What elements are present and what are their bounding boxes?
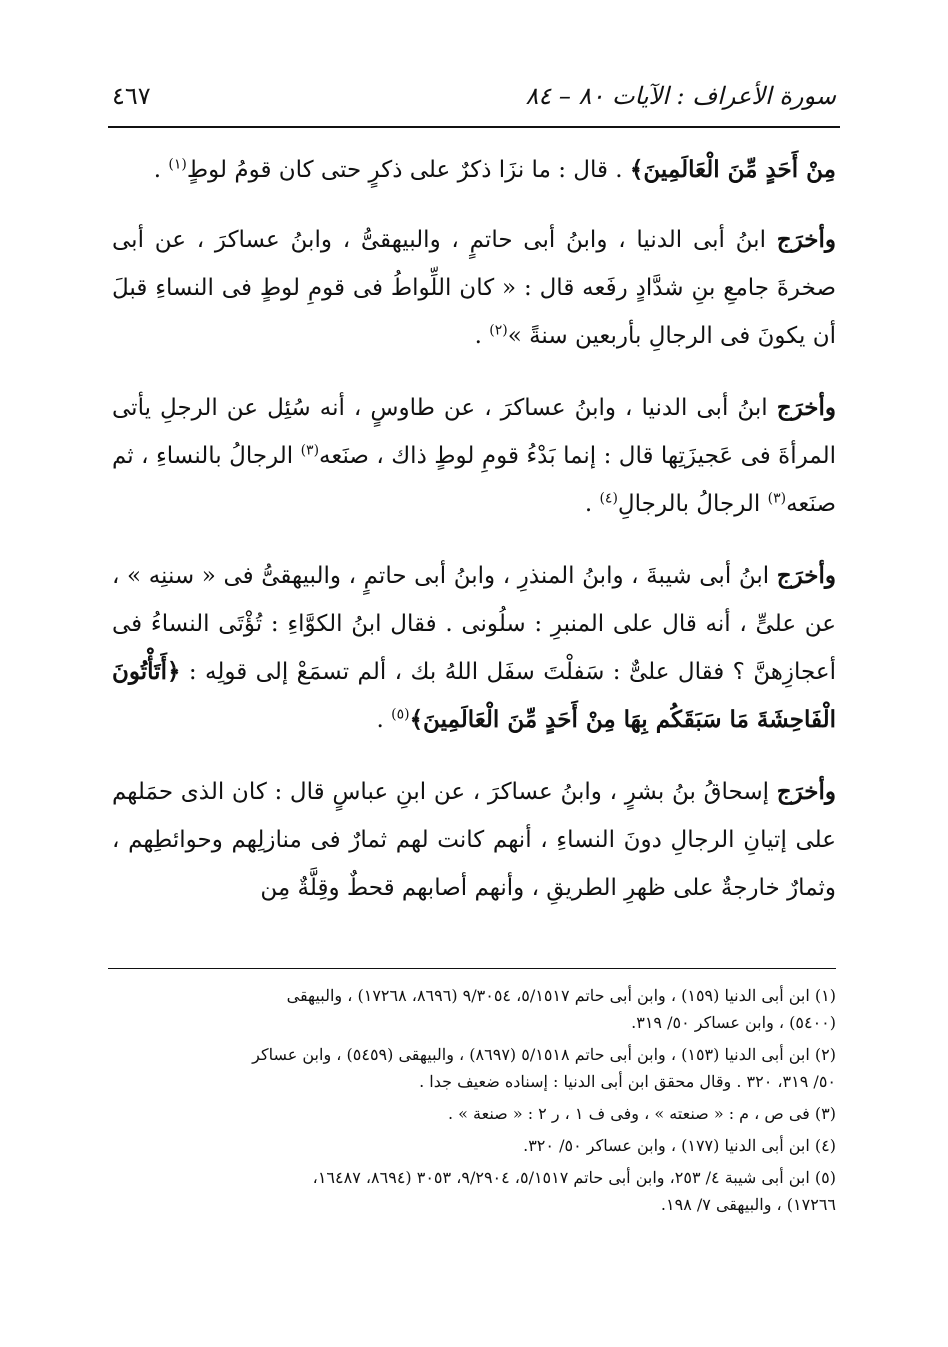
paragraph-end: . bbox=[584, 491, 600, 517]
footnote-divider bbox=[108, 968, 836, 969]
paragraph-5 bbox=[112, 768, 836, 912]
footnote-line: (٥٤٠٠) ، وابن عساكر ٥٠/ ٣١٩. bbox=[631, 1013, 836, 1032]
running-title: سورة الأعراف : الآيات ٨٠ – ٨٤ bbox=[525, 82, 836, 110]
footnote-1 bbox=[112, 982, 836, 1036]
paragraph-text: ابنُ أبى الدنيا ، وابنُ عساكرَ ، عن طاوسٍ ، أنه سُئِل عن الرجلِ يأتى المرأةَ فى عَجيزَتِها قال : إنما بَدْءُ قومِ لوطٍ ذاك ، صنَعه bbox=[112, 395, 836, 469]
footnote-line: ٥٠/ ٣١٩، ٣٢٠ . وقال محقق ابن أبى الدنيا : إسناده ضعيف جدا . bbox=[419, 1072, 836, 1091]
paragraph-end: . bbox=[376, 707, 392, 733]
lead-word: وأخرَج bbox=[776, 226, 836, 253]
footnote-marker[interactable]: (٣) bbox=[300, 442, 320, 459]
footnote-marker[interactable]: (١) bbox=[168, 156, 187, 173]
footnote-5 bbox=[112, 1164, 836, 1218]
footnote-line: (٤) ابن أبى الدنيا (١٧٧) ، وابن عساكر ٥٠/ ٣٢٠. bbox=[523, 1136, 836, 1155]
paragraph-2 bbox=[112, 216, 836, 360]
footnote-marker[interactable]: (٥) bbox=[391, 706, 410, 723]
paragraph-end: . bbox=[474, 323, 490, 349]
paragraph-end: . bbox=[153, 157, 169, 183]
lead-word: وأخرَج bbox=[776, 778, 836, 805]
footnote-3 bbox=[112, 1100, 836, 1127]
footnote-line: ١٧٢٦٦) ، والبيهقى ٧/ ١٩٨. bbox=[660, 1195, 836, 1214]
footnote-2 bbox=[112, 1041, 836, 1095]
footnote-marker[interactable]: (٤) bbox=[599, 490, 618, 507]
paragraph-text: الرجالُ بالنساءِ ، ثم صنَعه bbox=[112, 443, 836, 517]
header-divider bbox=[108, 126, 840, 128]
footnote-line: (٥) ابن أبى شيبة ٤/ ٢٥٣، وابن أبى حاتم ٥/١٥١٧، ٩/٢٩٠٤، ٣٠٥٣ (٨٦٩٤، ١٦٤٨٧، bbox=[312, 1168, 836, 1187]
page-header bbox=[112, 82, 836, 122]
paragraph-3 bbox=[112, 384, 836, 528]
paragraph-text: ابنُ أبى شيبةَ ، وابنُ المنذرِ ، وابنُ أبى حاتمٍ ، والبيهقىُّ فى « سننِه » ، عن علىٍّ ، أنه قال على المنبرِ : سلُونى . فقال ابنُ الكوَّاءِ : تُؤْتَى النساءُ فى أعجازِهنَّ ؟ فقال علىٌّ : سَفلْتَ سفَل اللهُ بك ، ألم تسمَعْ إلى قولِه : bbox=[112, 563, 836, 685]
quran-verse: ﴿أَتَأْتُونَ الْفَاحِشَةَ مَا سَبَقَكُم بِهَا مِنْ أَحَدٍ مِّنَ الْعَالَمِينَ﴾ bbox=[112, 658, 836, 733]
paragraph-4 bbox=[112, 552, 836, 744]
paragraph-1 bbox=[112, 146, 836, 194]
lead-word: وأخرَج bbox=[776, 562, 836, 589]
footnote-marker[interactable]: (٢) bbox=[489, 322, 508, 339]
paragraph-text: الرجالُ بالرجالِ bbox=[617, 491, 768, 517]
footnote-4 bbox=[112, 1132, 836, 1159]
footnotes bbox=[112, 982, 836, 1223]
footnote-line: (٢) ابن أبى الدنيا (١٥٣) ، وابن أبى حاتم ٥/١٥١٨ (٨٦٩٧) ، والبيهقى (٥٤٥٩) ، وابن عساكر bbox=[252, 1045, 836, 1064]
footnote-line: (٣) فى ص ، م : « صنعته » ، وفى ف ١ ، ر ٢ : « صنعة » . bbox=[447, 1104, 836, 1123]
page-number: ٤٦٧ bbox=[112, 82, 151, 110]
footnote-marker[interactable]: (٣) bbox=[767, 490, 787, 507]
quran-verse: مِنْ أَحَدٍ مِّنَ الْعَالَمِينَ﴾ bbox=[629, 156, 836, 183]
paragraph-text: . قال : ما نزَا ذكرٌ على ذكرٍ حتى كان قومُ لوطٍ bbox=[186, 157, 630, 183]
paragraph-text: ابنُ أبى الدنيا ، وابنُ أبى حاتمٍ ، والبيهقىُّ ، وابنُ عساكرَ ، عن أبى صخرةَ جامعِ بنِ شدَّادٍ رفَعه قال : « كان اللِّواطُ فى قومِ لوطٍ فى النساءِ قبلَ أن يكونَ فى الرجالِ بأربعين سنةً » bbox=[112, 227, 836, 349]
lead-word: وأخرَج bbox=[776, 394, 836, 421]
footnote-line: (١) ابن أبى الدنيا (١٥٩) ، وابن أبى حاتم ٥/١٥١٧، ٩/٣٠٥٤ (٨٦٩٦، ١٧٢٦٨) ، والبيهقى bbox=[286, 986, 836, 1005]
paragraph-text: إسحاقُ بنُ بشرٍ ، وابنُ عساكرَ ، عن ابنِ عباسٍ قال : كان الذى حمَلهم على إتيانِ الرجالِ دونَ النساءِ ، أنهم كانت لهم ثمارٌ فى منازلِهم وحوائطِهم ، وثمارٌ خارجةٌ على ظهرِ الطريقِ ، وأنهم أصابهم قحطٌ وقِلَّةٌ مِن bbox=[112, 779, 836, 901]
main-text bbox=[112, 146, 836, 936]
